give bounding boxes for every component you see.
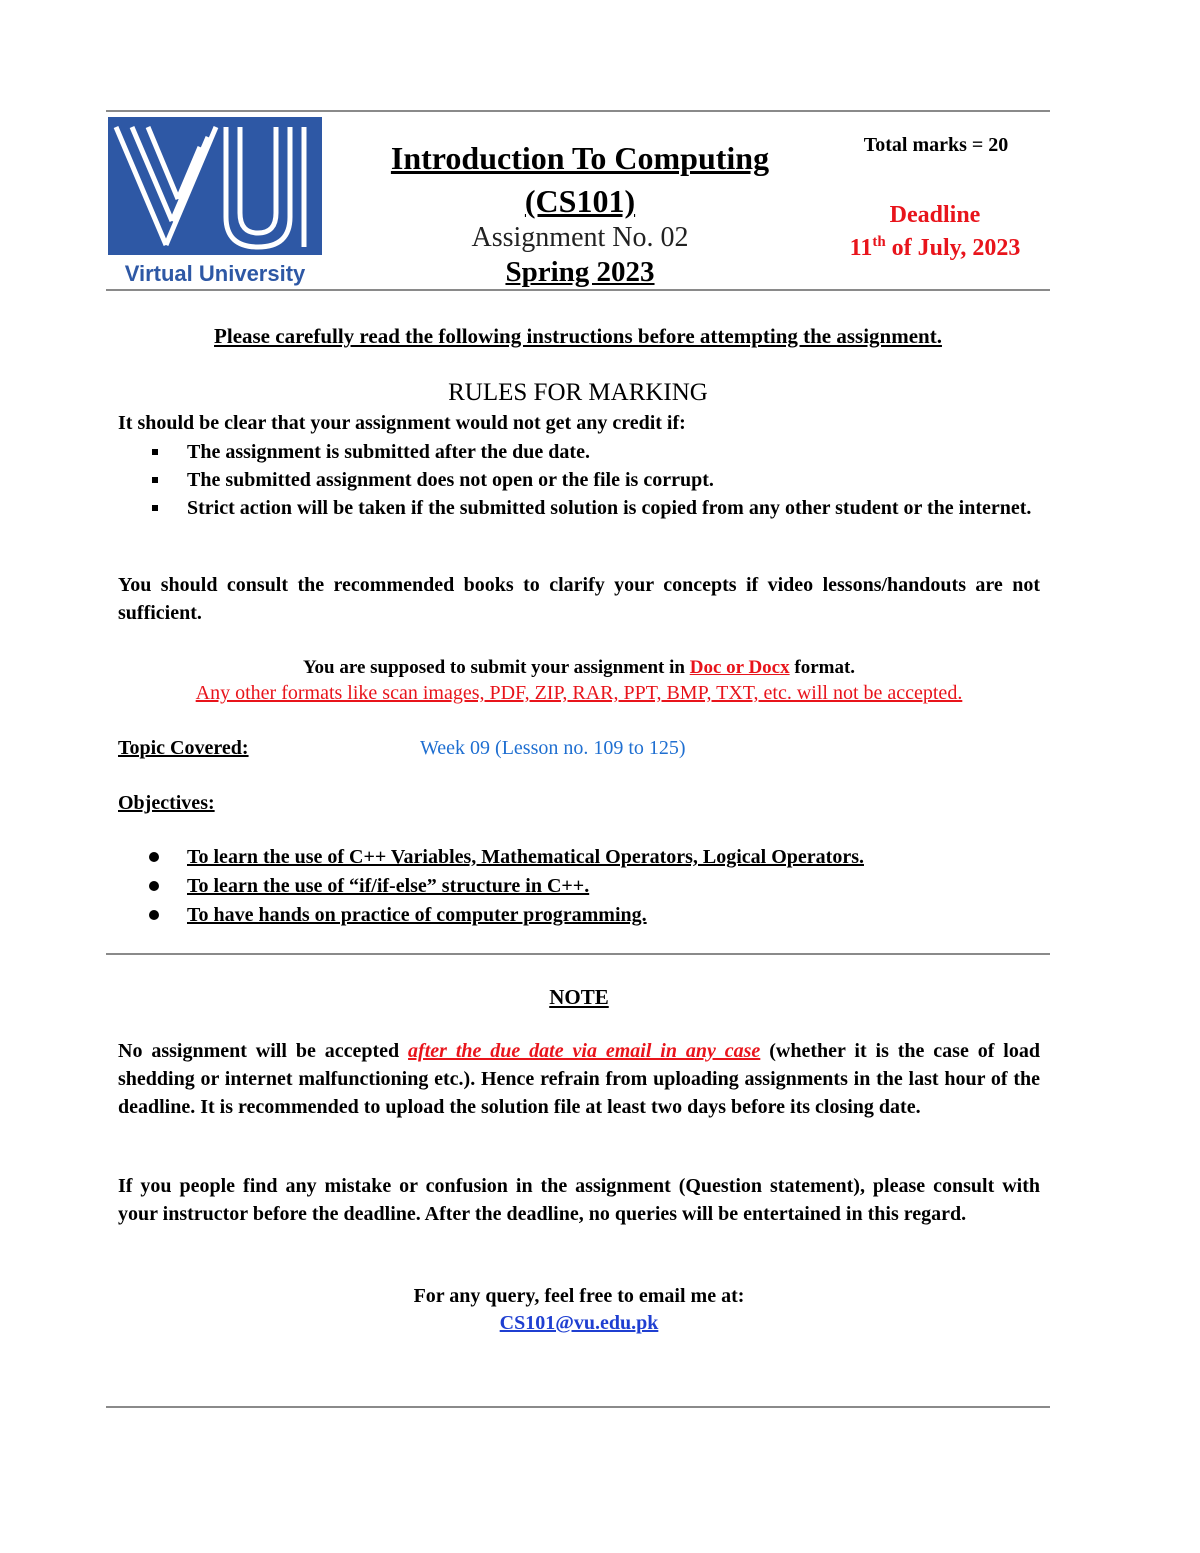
term: Spring 2023 [505,256,655,288]
square-bullet-icon [152,477,158,483]
list-item: Strict action will be taken if the submitted solution is copied from any other student or the internet. [118,494,1040,522]
consult-paragraph: You should consult the recommended books to clarify your concepts if video lessons/handouts are not sufficient. [118,574,1040,624]
bullet-icon [149,881,159,891]
bullet-icon [149,852,159,862]
list-item: To learn the use of “if/if-else” structure in C++. [118,872,1040,901]
objectives-label: Objectives: [118,792,215,814]
topic-value: Week 09 (Lesson no. 109 to 125) [420,737,686,759]
list-item: To learn the use of C++ Variables, Mathematical Operators, Logical Operators. [118,843,1040,872]
email-link[interactable]: CS101@vu.edu.pk [499,1312,659,1334]
assignment-number: Assignment No. 02 [471,222,689,253]
list-item: The submitted assignment does not open or the file is corrupt. [118,466,1040,494]
deadline-date: 11th of July, 2023 [849,234,1021,261]
objectives-list [118,843,1040,930]
topic-label: Topic Covered: [118,737,249,759]
rules-heading: RULES FOR MARKING [448,379,708,406]
course-code: (CS101) [524,183,636,219]
course-title: Introduction To Computing [390,140,770,176]
note-highlight: after the due date via email in any case [408,1040,761,1062]
deadline-label: Deadline [889,202,981,228]
format-highlight: Doc or Docx [689,657,790,678]
bullet-icon [149,910,159,920]
note-paragraph-2: If you people find any mistake or confusion in the assignment (Question statement), please consult with your instructor before the deadline. After the deadline, no queries will be entertained in this regard. [118,1175,1040,1225]
list-item: The assignment is submitted after the due date. [118,438,1040,466]
vu-logo [108,117,322,287]
top-divider [106,110,1050,112]
header-divider [106,289,1050,291]
list-item: To have hands on practice of computer programming. [118,901,1040,930]
rules-list [118,438,1040,522]
bottom-divider [106,1406,1050,1408]
logo-text: Virtual University [124,261,306,286]
square-bullet-icon [152,449,158,455]
rules-intro: It should be clear that your assignment would not get any credit if: [118,412,686,434]
format-line: You are supposed to submit your assignment in Doc or Docx format. [302,657,856,678]
note-paragraph: No assignment will be accepted after the due date via email in any case (whether it is the case of load shedding or internet malfunctioning etc.). Hence refrain from uploading assignments in the last hour of the deadline. It is recommended to upload the solution file at least two days before its closing date. [118,1040,1040,1118]
instructions-line: Please carefully read the following instructions before attempting the assignment. [214,324,942,348]
format-warning: Any other formats like scan images, PDF, ZIP, RAR, PPT, BMP, TXT, etc. will not be accepted. [195,682,963,704]
total-marks: Total marks = 20 [863,134,1009,156]
query-line: For any query, feel free to email me at: [413,1285,745,1307]
email-row [118,1309,1040,1337]
section-divider [106,953,1050,955]
square-bullet-icon [152,505,158,511]
note-heading: NOTE [549,985,609,1009]
